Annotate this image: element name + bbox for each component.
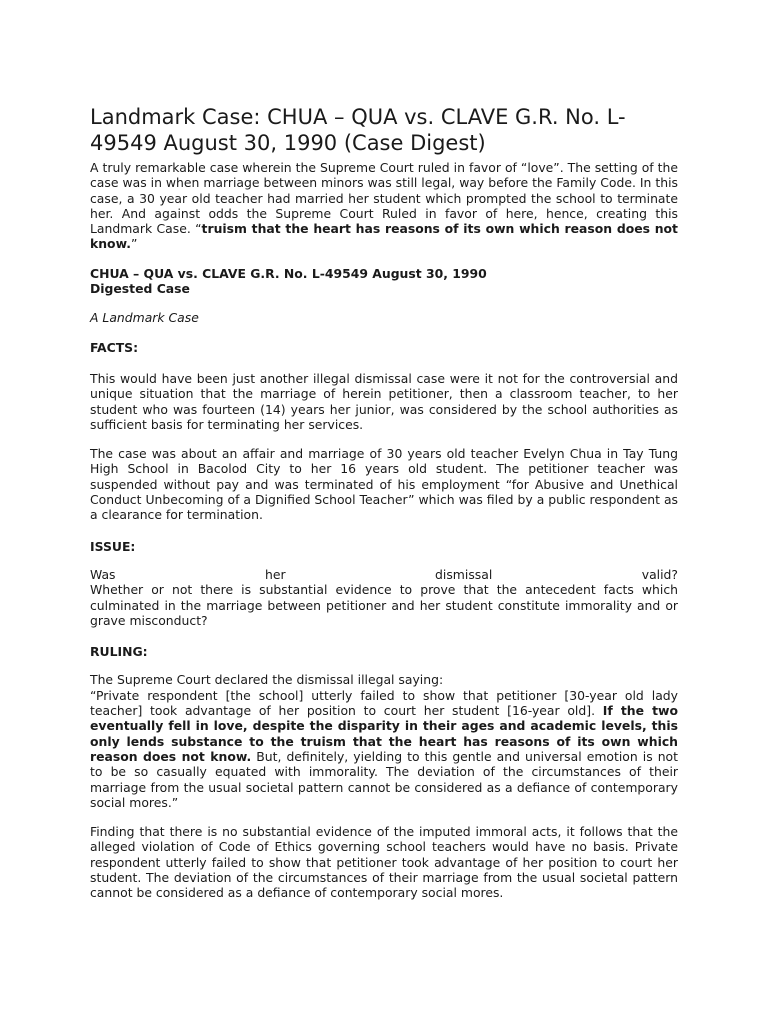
facts-paragraph-1: This would have been just another illegal dismissal case were it not for the controversial and unique situation that the marriage of herein petitioner, then a classroom teacher, to her student who was fourteen (14) years her junior, was considered by the school authorities as sufficient basis for terminating her services.	[90, 370, 678, 432]
ruling-quote-bold: If the two eventually fell in love, despite the disparity in their ages and academic levels, this only lends substance to the truism that the heart has reasons of its own which reason does not know.	[90, 703, 678, 764]
digest-label: Digested Case	[90, 281, 190, 297]
ruling-quote-end: But, definitely, yielding to this gentle and universal emotion is not to be so casually equated with immorality. The deviation of the circumstances of their marriage from the usual societal pattern cannot be considered as a defiance of contemporary social mores.”	[90, 748, 678, 810]
ruling-quote	[90, 688, 678, 810]
landmark-label: A Landmark Case	[90, 310, 199, 326]
document-title: Landmark Case: CHUA – QUA vs. CLAVE G.R. No. L-49549 August 30, 1990 (Case Digest)	[90, 105, 626, 155]
facts-paragraph-2: The case was about an affair and marriage of 30 years old teacher Evelyn Chua in Tay Tung High School in Bacolod City to her 16 years old student. The petitioner teacher was suspended without pay and was terminated of his employment “for Abusive and Unethical Conduct Unbecoming of a Dignified School Teacher” which was filed by a public respondent as a clearance for termination.	[90, 446, 678, 523]
issue-line-2: Whether or not there is substantial evidence to prove that the antecedent facts which culminated in the marriage between petitioner and her student constitute immorality and or grave misconduct?	[90, 582, 678, 628]
facts-heading: FACTS:	[90, 339, 139, 355]
intro-bold-quote: truism that the heart has reasons of its own which reason does not know.	[90, 221, 678, 252]
ruling-heading: RULING:	[90, 644, 148, 660]
ruling-quote-start: “Private respondent [the school] utterly failed to show that petitioner [30-year old lady teacher] took advantage of her position to court her student [16-year old].	[90, 687, 678, 719]
intro-end: ”	[130, 236, 138, 252]
intro-text: A truly remarkable case wherein the Supreme Court ruled in favor of “love”. The setting of the case was in when marriage between minors was still legal, way before the Family Code. In this case, a 30 year old teacher had married her student which prompted the school to terminate her. And against odds the Supreme Court Ruled in favor of here, hence, creating this Landmark Case. “	[90, 160, 678, 237]
intro-paragraph	[90, 160, 678, 252]
issue-line-1: Was her dismissal valid?	[90, 566, 678, 582]
case-caption: CHUA – QUA vs. CLAVE G.R. No. L-49549 August 30, 1990	[90, 265, 487, 281]
ruling-line-1: The Supreme Court declared the dismissal illegal saying:	[90, 672, 444, 688]
issue-heading: ISSUE:	[90, 538, 136, 554]
ruling-paragraph-2: Finding that there is no substantial evidence of the imputed immoral acts, it follows that the alleged violation of Code of Ethics governing school teachers would have no basis. Private respondent utterly failed to show that petitioner took advantage of her position to court her student. The deviation of the circumstances of their marriage from the usual societal pattern cannot be considered as a defiance of contemporary social mores.	[90, 824, 678, 901]
